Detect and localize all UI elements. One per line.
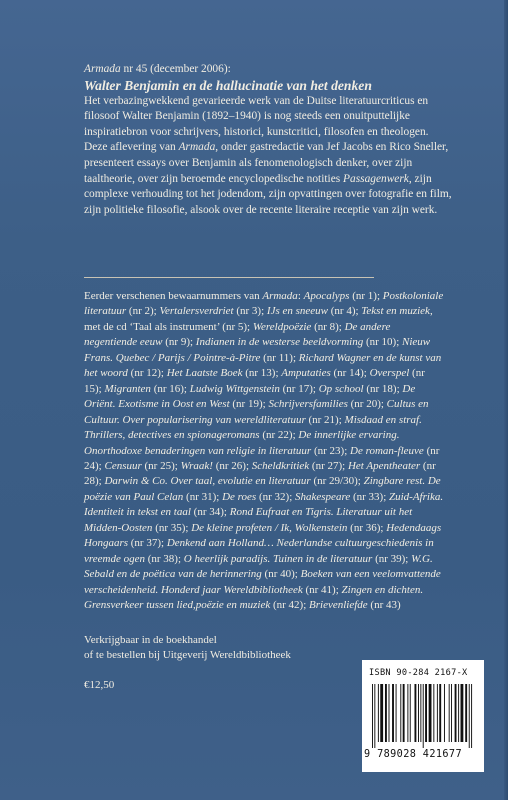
back-issue-number: (nr 25); bbox=[141, 459, 181, 472]
back-issue-number: (nr 40); bbox=[261, 568, 301, 581]
back-issue-number: (nr 9); bbox=[162, 336, 196, 349]
back-issue-title: IJs en sneeuw bbox=[266, 305, 328, 318]
back-issue-title: W.G. Sebald en de poëtica van de herinnering bbox=[84, 552, 433, 581]
back-issue-title: Hedendaags Hongaars bbox=[84, 521, 442, 550]
back-issue-number: (nr 28); bbox=[84, 459, 436, 488]
back-issue-title: Misdaad en straf. Thrillers, detectives en spionageromans bbox=[84, 413, 422, 442]
back-issue-number: (nr 11); bbox=[260, 351, 299, 364]
back-issue-title: Brievenliefde bbox=[309, 599, 368, 612]
back-issue-number: (nr 36); bbox=[347, 521, 387, 534]
publisher-line: of te bestellen bij Uitgeverij Wereldbibliotheek bbox=[84, 649, 291, 662]
issue-description bbox=[84, 62, 454, 218]
back-issues-colon: : bbox=[297, 290, 304, 302]
back-issue-number: (nr 17); bbox=[279, 382, 319, 395]
back-issues-titles bbox=[84, 290, 443, 611]
back-issue-title: Overspel bbox=[369, 367, 410, 380]
back-issue-number: (nr 19); bbox=[229, 398, 269, 411]
back-issue-number: (nr 18); bbox=[363, 382, 403, 395]
back-issue-number: (nr 43) bbox=[367, 599, 401, 612]
issue-date: nr 45 (december 2006): bbox=[120, 63, 231, 75]
back-issue-number: (nr 8); bbox=[311, 320, 345, 333]
back-issue-number: (nr 39); bbox=[372, 552, 412, 565]
back-issue-title: Apocalyps bbox=[303, 290, 350, 302]
back-issue-number: (nr 26); bbox=[212, 459, 252, 472]
back-issue-number: (nr 27); bbox=[309, 459, 348, 472]
back-issue-number: (nr 23); bbox=[311, 444, 350, 457]
barcode-label bbox=[362, 660, 484, 772]
back-issue-title: Postkoloniale literatuur bbox=[84, 290, 444, 318]
back-issue-number: (nr 42); bbox=[270, 599, 310, 612]
back-issue-number: (nr 16); bbox=[150, 382, 190, 395]
back-issue-number: (nr 29/30); bbox=[310, 475, 364, 488]
back-issue-number: (nr 3); bbox=[233, 305, 267, 318]
back-issue-title: Cultus en Cultuur. Over popularisering van wereldliteratuur bbox=[84, 398, 429, 426]
back-issue-number: (nr 21); bbox=[305, 413, 345, 426]
back-issue-title: Wereldpoëzie bbox=[252, 320, 312, 333]
price: €12,50 bbox=[84, 678, 115, 691]
back-issue-title: Vertalersverdriet bbox=[159, 305, 234, 318]
ean-digits: 9 789028 421677 bbox=[364, 749, 463, 760]
back-issues-series: Armada bbox=[262, 290, 298, 302]
back-issue-number: (nr 31); bbox=[183, 490, 223, 503]
back-issue-number: (nr 2); bbox=[126, 305, 160, 318]
back-issue-title: Amputaties bbox=[281, 367, 331, 380]
back-issue-number: (nr 1); bbox=[349, 290, 383, 302]
back-issue-number: (nr 24); bbox=[84, 444, 440, 472]
description-text-2: , onder gastredactie van Jef Jacobs en Rico Sneller, presenteert essays over Benjamin als fenomenologisch denker, over zijn taaltheorie, over zijn beroemde encyclopedische notities bbox=[84, 141, 449, 185]
back-issue-title: Scheldkritiek bbox=[251, 459, 310, 472]
back-issue-title: Migranten bbox=[104, 382, 151, 395]
back-issue-title: Schrijversfamilies bbox=[268, 398, 348, 411]
back-issue-number: (nr 34); bbox=[190, 506, 230, 519]
back-issue-title: Rond Eufraat en Tigris. Literatuur uit het Midden-Oosten bbox=[84, 506, 413, 534]
description-italic-2: Passagenwerk bbox=[343, 172, 409, 185]
back-issue-number: (nr 10); bbox=[363, 336, 402, 349]
back-issue-title: De kleine profeten / Ik, Wolkenstein bbox=[191, 521, 348, 534]
back-issue-title: Zuid-Afrika. Identiteit in tekst en taal bbox=[84, 490, 444, 519]
back-issue-title: Het Laatste Boek bbox=[166, 367, 243, 380]
back-issue-title: Censuur bbox=[104, 459, 142, 472]
description-paragraph bbox=[84, 94, 454, 219]
back-issue-title: Het Apentheater bbox=[347, 459, 421, 472]
description-italic-1: Armada bbox=[178, 141, 216, 154]
back-issue-number: (nr 38); bbox=[144, 552, 184, 565]
back-issues-lead: Eerder verschenen bewaarnummers van bbox=[84, 290, 263, 302]
divider-rule bbox=[84, 277, 374, 278]
back-issue-number: (nr 15); bbox=[84, 367, 425, 395]
back-issue-title: Shakespeare bbox=[295, 490, 351, 503]
issue-number bbox=[84, 62, 454, 78]
back-issue-title: Indianen in de westerse beeldvorming bbox=[195, 336, 364, 349]
issue-series-name: Armada bbox=[84, 63, 121, 75]
back-issue-title: De innerlijke ervaring. Onorthodoxe benaderingen van religie in literatuur bbox=[84, 429, 400, 457]
back-issue-number: (nr 20); bbox=[347, 398, 387, 411]
back-issue-title: Op school bbox=[318, 382, 364, 395]
back-issue-title: Wraak! bbox=[180, 459, 213, 472]
description-text-1: Het verbazingwekkend gevarieerde werk van de Duitse literatuurcriticus en filosoof Walter Benjamin (1892–1940) is nog steeds een onuitputtelijke inspiratiebron voor schrijvers, historici, kunstcritici, filosofen en theologen. Deze aflevering van bbox=[84, 94, 429, 154]
ordering-info bbox=[84, 633, 354, 693]
availability-line: Verkrijgbaar in de boekhandel bbox=[84, 634, 217, 646]
back-issue-number: (nr 32); bbox=[256, 490, 296, 503]
back-issue-title: O heerlijk paradijs. Tuinen in de literatuur bbox=[183, 552, 373, 565]
back-issue-number: (nr 41); bbox=[302, 583, 342, 596]
description-text-3: , zijn complexe verhouding tot het jodendom, zijn opvattingen over fotografie en film, zijn politieke filosofie, alsook over de recente literaire receptie van zijn werk. bbox=[84, 172, 452, 216]
back-issue-title: Nieuw Frans. Quebec / Parijs / Pointre-à-Pitre bbox=[84, 336, 431, 364]
book-spine-edge bbox=[504, 0, 508, 800]
back-issue-title: Zingen en dichten. Grensverkeer tussen lied,poëzie en muziek bbox=[84, 583, 424, 612]
back-issue-number: (nr 35); bbox=[152, 521, 192, 534]
back-issue-title: Ludwig Wittgenstein bbox=[189, 382, 280, 395]
back-issue-title: De roes bbox=[222, 490, 257, 503]
back-issue-number: (nr 14); bbox=[330, 367, 370, 380]
back-issue-title: Richard Wagner en de kunst van het woord bbox=[84, 351, 442, 380]
back-issue-number: (nr 4); bbox=[328, 305, 362, 318]
back-issue-number: (nr 13); bbox=[242, 367, 282, 380]
back-issue-title: Tekst en muziek bbox=[361, 305, 430, 318]
back-issue-number: (nr 22); bbox=[259, 429, 299, 442]
barcode-bars bbox=[372, 684, 476, 748]
back-issue-title: De Oriënt. Exotisme in Oost en West bbox=[84, 382, 416, 411]
back-issue-number: (nr 33); bbox=[350, 490, 389, 503]
back-issue-title: De andere negentiende eeuw bbox=[84, 320, 391, 349]
back-issue-number: , met de cd ‘Taal als instrument’ (nr 5); bbox=[84, 305, 433, 333]
back-issue-number: (nr 12); bbox=[127, 367, 167, 380]
back-issues-list bbox=[84, 289, 444, 614]
back-issue-title: Denkend aan Holland… Nederlandse cultuurgeschiedenis in vreemde ogen bbox=[84, 537, 434, 565]
back-issue-title: Boeken van een veelomvattende verscheidenheid. Honderd jaar Wereldbibliotheek bbox=[84, 568, 441, 596]
back-issue-number: (nr 37); bbox=[128, 537, 167, 550]
back-issue-title: De roman-fleuve bbox=[350, 444, 424, 457]
issue-title: Walter Benjamin en de hallucinatie van het denken bbox=[84, 77, 372, 93]
back-issue-title: Zingbare rest. De poëzie van Paul Celan bbox=[84, 475, 441, 503]
isbn-text: ISBN 90-284 2167-X bbox=[369, 668, 468, 678]
back-issue-title: Darwin & Co. Over taal, evolutie en literatuur bbox=[104, 475, 311, 488]
